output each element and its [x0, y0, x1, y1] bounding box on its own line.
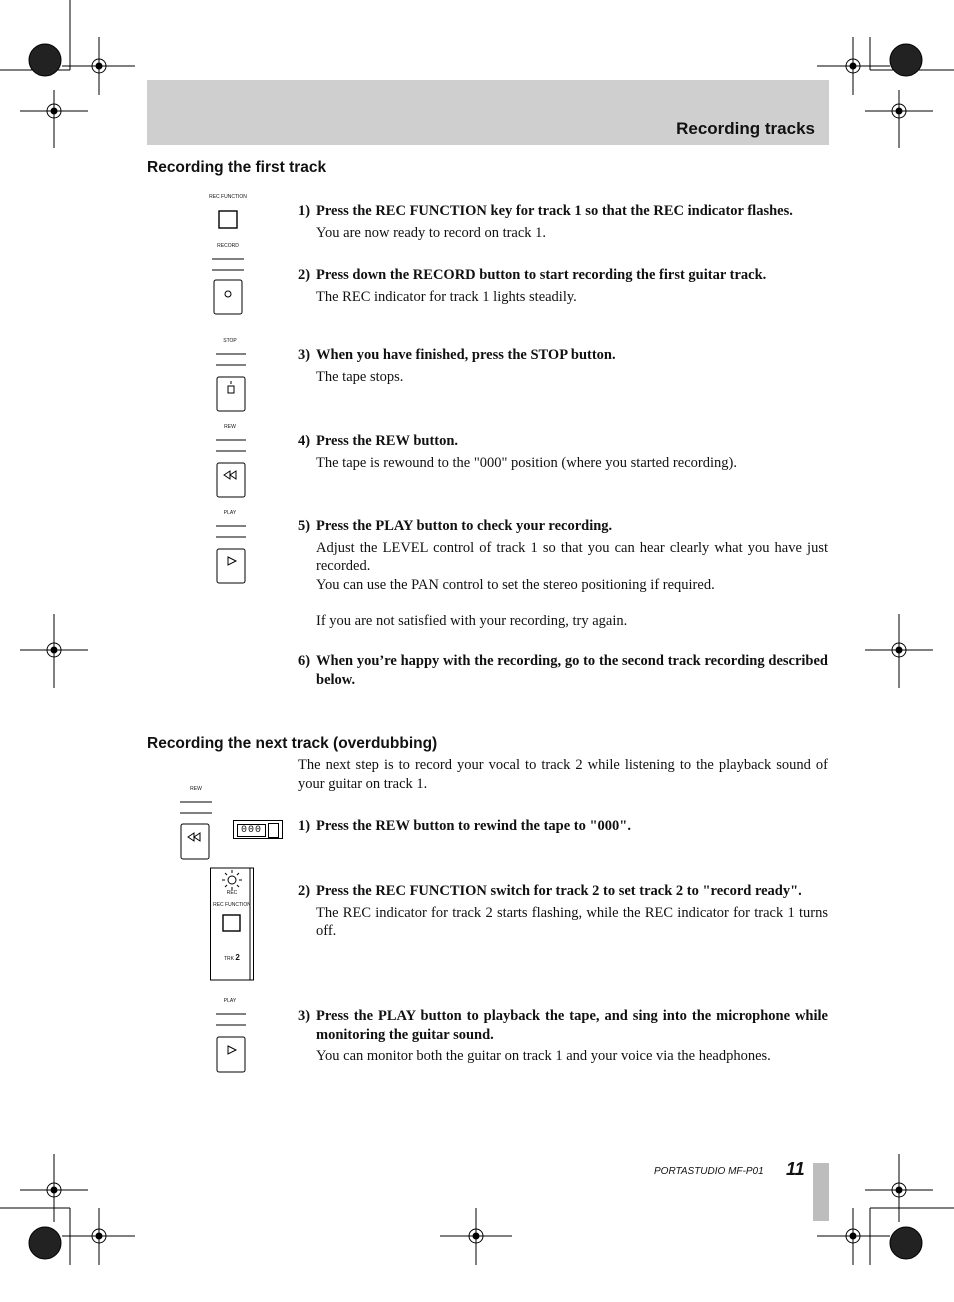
header-band	[147, 80, 829, 145]
play-label: PLAY	[223, 510, 237, 516]
step-number: 5)	[298, 518, 311, 534]
step-heading: Press the PLAY button to check your recording.	[316, 518, 613, 534]
play-label: PLAY	[223, 998, 237, 1004]
track-2-channel-strip-illustration	[210, 867, 254, 981]
rew-label: REW	[224, 424, 236, 430]
step-number: 1)	[298, 818, 311, 834]
record-button-icon	[208, 249, 248, 319]
section-title-first-track: Recording the first track	[147, 159, 327, 176]
play-button-icon	[210, 1004, 250, 1076]
step-1-1	[298, 202, 828, 242]
step-1-6	[298, 652, 828, 689]
rec-function-label: REC FUNCTION	[213, 902, 251, 908]
stop-button-icon	[210, 344, 250, 416]
step-1-2	[298, 266, 828, 306]
step-heading: When you’re happy with the recording, go to the second track recording described below.	[316, 653, 828, 688]
step-number: 4)	[298, 433, 311, 449]
step-number: 6)	[298, 653, 311, 669]
step-2-3	[298, 1007, 828, 1066]
step-heading: Press the REC FUNCTION switch for track 2 to set track 2 to "record ready".	[316, 883, 802, 899]
step-number: 2)	[298, 883, 311, 899]
stop-button-illustration	[210, 338, 250, 421]
counter-reset-button	[268, 823, 279, 838]
step-body: The REC indicator for track 2 starts flashing, while the REC indicator for track 1 turns off.	[316, 904, 828, 939]
track-label	[224, 953, 240, 962]
trk-label: TRK	[224, 956, 234, 962]
stop-label: STOP	[223, 338, 237, 344]
step-1-3	[298, 346, 828, 386]
step-heading: When you have finished, press the STOP button.	[316, 347, 616, 363]
record-button-illustration	[208, 243, 248, 324]
step-heading: Press the REC FUNCTION key for track 1 so that the REC indicator flashes.	[316, 203, 793, 219]
step-heading: Press the REW button to rewind the tape to "000".	[316, 818, 631, 834]
record-label: RECORD	[217, 243, 239, 249]
step-body: You are now ready to record on track 1.	[316, 224, 547, 241]
page-title: Recording tracks	[676, 119, 815, 138]
step-2-1	[298, 817, 828, 836]
trk-number: 2	[235, 953, 240, 962]
step-1-4	[298, 432, 828, 472]
tape-counter-display	[233, 820, 283, 839]
step-heading: Press the PLAY button to playback the tape, and sing into the microphone while monitoring the guitar sound.	[316, 1008, 828, 1043]
step-body: You can monitor both the guitar on track 1 and your voice via the headphones.	[316, 1048, 771, 1064]
rew-button-illustration	[210, 424, 250, 507]
play-button-illustration-2	[210, 998, 250, 1081]
rec-function-key-icon	[208, 200, 248, 236]
step-number: 3)	[298, 347, 311, 363]
page-number: 11	[786, 1159, 805, 1179]
rew-button-illustration-2	[176, 786, 216, 869]
rew-button-icon	[176, 792, 216, 864]
step-number: 3)	[298, 1008, 311, 1024]
step-body: You can use the PAN control to set the stereo positioning if required.	[316, 576, 715, 593]
step-body: If you are not satisfied with your recording, try again.	[316, 613, 628, 629]
counter-value: 000	[237, 824, 266, 837]
page-edge-tab	[813, 1163, 829, 1221]
section-title-overdubbing: Recording the next track (overdubbing)	[147, 735, 438, 752]
play-button-icon	[210, 516, 250, 588]
rec-function-label: REC FUNCTION	[209, 194, 247, 200]
step-number: 1)	[298, 203, 311, 219]
step-2-2	[298, 882, 828, 941]
step-body: Adjust the LEVEL control of track 1 so that you can hear clearly what you have just recorded.	[316, 539, 828, 574]
rew-button-icon	[210, 430, 250, 502]
step-body: The REC indicator for track 1 lights steadily.	[316, 288, 577, 305]
rec-function-key-illustration	[208, 194, 248, 241]
step-heading: Press down the RECORD button to start recording the first guitar track.	[316, 267, 767, 283]
step-number: 2)	[298, 267, 311, 283]
channel-strip-icon	[210, 867, 254, 981]
rec-indicator-label: REC	[226, 890, 238, 896]
section-intro: The next step is to record your vocal to track 2 while listening to the playback sound of your guitar on track 1.	[298, 757, 828, 792]
step-heading: Press the REW button.	[316, 433, 459, 449]
step-1-5	[298, 517, 828, 631]
step-body: The tape is rewound to the "000" position (where you started recording).	[316, 454, 737, 471]
footer-model-name: PORTASTUDIO MF-P01	[654, 1166, 764, 1177]
play-button-illustration	[210, 510, 250, 593]
step-body: The tape stops.	[316, 368, 404, 385]
rew-label: REW	[190, 786, 202, 792]
